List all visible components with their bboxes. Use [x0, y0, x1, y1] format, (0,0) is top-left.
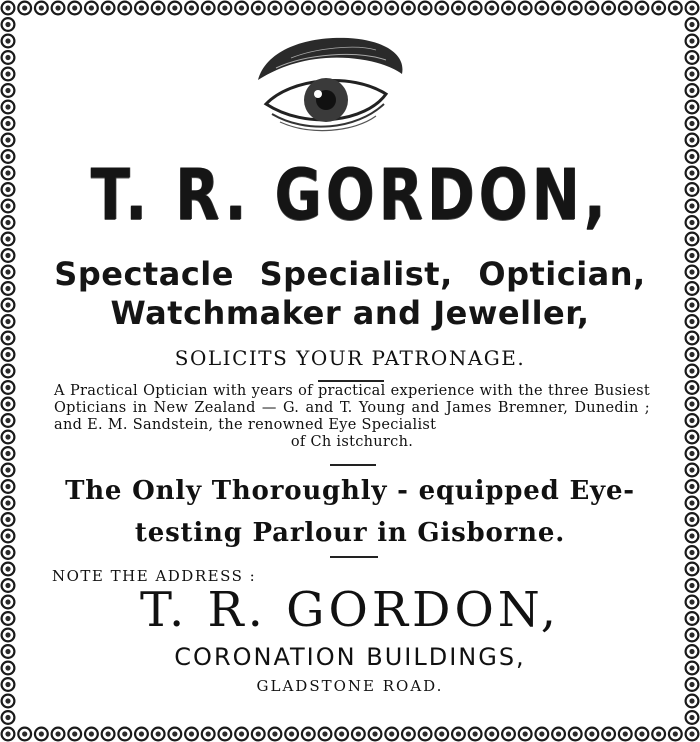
building-name: CORONATION BUILDINGS,	[174, 643, 526, 671]
border-bead	[452, 728, 465, 741]
border-bead	[385, 2, 398, 15]
border-bead	[285, 2, 298, 15]
headline-line-1: The Only Thoroughly - equipped Eye-	[65, 476, 635, 506]
border-bead	[686, 398, 699, 411]
border-bead	[686, 167, 699, 180]
border-bead	[652, 728, 665, 741]
border-bead	[469, 728, 482, 741]
border-bead	[102, 728, 115, 741]
border-bead	[202, 728, 215, 741]
border-bead	[235, 728, 248, 741]
border-bead	[686, 695, 699, 708]
border-bead	[319, 728, 332, 741]
divider	[330, 556, 378, 558]
border-bead	[686, 51, 699, 64]
border-bead	[335, 2, 348, 15]
border-bead	[85, 728, 98, 741]
border-bead	[2, 84, 15, 97]
experience-paragraph	[54, 383, 650, 451]
border-bead	[552, 728, 565, 741]
border-bead	[135, 2, 148, 15]
border-bead	[686, 2, 699, 15]
headline-line-2: testing Parlour in Gisborne.	[134, 518, 566, 548]
border-bead	[2, 563, 15, 576]
border-bead	[569, 728, 582, 741]
border-bead	[369, 728, 382, 741]
street-address: GLADSTONE ROAD.	[256, 677, 444, 695]
border-bead	[35, 2, 48, 15]
experience-text: A Practical Optician with years of practical experience with the three Busiest Opticians in New Zealand — G. and T. Young and James Bremner, Dunedin ; and E. M. Sandstein, the renowned Eye Specialist	[54, 383, 650, 433]
divider	[318, 380, 384, 382]
border-bead	[502, 728, 515, 741]
border-bead	[2, 18, 15, 31]
border-bead	[118, 728, 131, 741]
border-bead	[686, 563, 699, 576]
border-bead	[2, 200, 15, 213]
border-bead	[652, 2, 665, 15]
border-bead	[2, 134, 15, 147]
border-bead	[2, 447, 15, 460]
experience-text-last-line: of Ch istchurch.	[290, 434, 414, 450]
border-bead	[302, 2, 315, 15]
border-bead	[686, 546, 699, 559]
border-bead	[519, 2, 532, 15]
border-bead	[669, 2, 682, 15]
border-bead	[686, 728, 699, 741]
border-bead	[2, 728, 15, 741]
border-bead	[252, 728, 265, 741]
border-bead	[118, 2, 131, 15]
border-bead	[686, 381, 699, 394]
divider	[330, 464, 376, 466]
border-bead	[569, 2, 582, 15]
border-bead	[686, 18, 699, 31]
border-bead	[686, 150, 699, 163]
border-bead	[402, 728, 415, 741]
border-bead	[636, 2, 649, 15]
border-bead	[435, 728, 448, 741]
border-bead	[2, 546, 15, 559]
border-bead	[686, 447, 699, 460]
border-bead	[2, 2, 15, 15]
border-bead	[2, 431, 15, 444]
border-bead	[185, 2, 198, 15]
border-bead	[419, 728, 432, 741]
border-bead	[535, 2, 548, 15]
border-bead	[18, 728, 31, 741]
border-bead	[168, 2, 181, 15]
border-bead	[619, 2, 632, 15]
border-bead	[152, 728, 165, 741]
border-bead	[602, 2, 615, 15]
border-bead	[352, 2, 365, 15]
border-bead	[269, 2, 282, 15]
border-bead	[2, 167, 15, 180]
border-bead	[185, 728, 198, 741]
border-bead	[435, 2, 448, 15]
border-bead	[686, 68, 699, 81]
border-bead	[285, 728, 298, 741]
border-bead	[519, 728, 532, 741]
border-bead	[2, 101, 15, 114]
border-bead	[686, 117, 699, 130]
border-bead	[552, 2, 565, 15]
border-bead	[352, 728, 365, 741]
border-bead	[619, 728, 632, 741]
border-bead	[2, 398, 15, 411]
border-bead	[102, 2, 115, 15]
profession-line-2: Watchmaker and Jeweller,	[110, 294, 590, 332]
border-bead	[2, 233, 15, 246]
border-bead	[2, 51, 15, 64]
border-bead	[52, 728, 65, 741]
border-bead	[218, 728, 231, 741]
border-bead	[2, 216, 15, 229]
border-bead	[502, 2, 515, 15]
business-name-footer: T. R. GORDON,	[140, 582, 560, 638]
border-bead	[469, 2, 482, 15]
border-bead	[369, 2, 382, 15]
border-bead	[2, 332, 15, 345]
border-bead	[686, 35, 699, 48]
border-bead	[2, 150, 15, 163]
eye-icon	[236, 32, 416, 137]
border-bead	[636, 728, 649, 741]
border-bead	[235, 2, 248, 15]
border-bead	[2, 35, 15, 48]
border-bead	[218, 2, 231, 15]
border-bead	[485, 728, 498, 741]
border-bead	[419, 2, 432, 15]
border-bead	[402, 2, 415, 15]
border-bead	[586, 728, 599, 741]
border-bead	[535, 728, 548, 741]
business-name-heading: T. R. GORDON,	[90, 154, 610, 236]
border-bead	[586, 2, 599, 15]
border-bead	[68, 728, 81, 741]
border-bead	[686, 134, 699, 147]
solicits-patronage: SOLICITS YOUR PATRONAGE.	[174, 346, 526, 370]
border-bead	[252, 2, 265, 15]
border-bead	[686, 431, 699, 444]
border-bead	[669, 728, 682, 741]
border-bead	[2, 183, 15, 196]
border-bead	[686, 84, 699, 97]
border-bead	[152, 2, 165, 15]
border-bead	[452, 2, 465, 15]
border-bead	[168, 728, 181, 741]
note-address-label: NOTE THE ADDRESS :	[52, 567, 257, 585]
border-bead	[319, 2, 332, 15]
border-bead	[2, 68, 15, 81]
border-bead	[135, 728, 148, 741]
border-bead	[2, 117, 15, 130]
border-bead	[52, 2, 65, 15]
border-bead	[202, 2, 215, 15]
border-bead	[269, 728, 282, 741]
border-bead	[686, 200, 699, 213]
border-bead	[2, 711, 15, 724]
border-bead	[686, 183, 699, 196]
border-bead	[686, 464, 699, 477]
border-bead	[2, 381, 15, 394]
border-bead	[85, 2, 98, 15]
border-bead	[686, 332, 699, 345]
border-bead	[35, 728, 48, 741]
border-bead	[2, 414, 15, 427]
border-bead	[686, 711, 699, 724]
border-bead	[686, 233, 699, 246]
border-bead	[2, 695, 15, 708]
border-bead	[385, 728, 398, 741]
border-bead	[18, 2, 31, 15]
border-bead	[335, 728, 348, 741]
border-bead	[68, 2, 81, 15]
border-bead	[686, 216, 699, 229]
border-bead	[602, 728, 615, 741]
profession-line-1: Spectacle Specialist, Optician,	[54, 255, 646, 293]
border-bead	[686, 414, 699, 427]
border-bead	[686, 101, 699, 114]
border-bead	[302, 728, 315, 741]
border-bead	[2, 464, 15, 477]
border-bead	[485, 2, 498, 15]
